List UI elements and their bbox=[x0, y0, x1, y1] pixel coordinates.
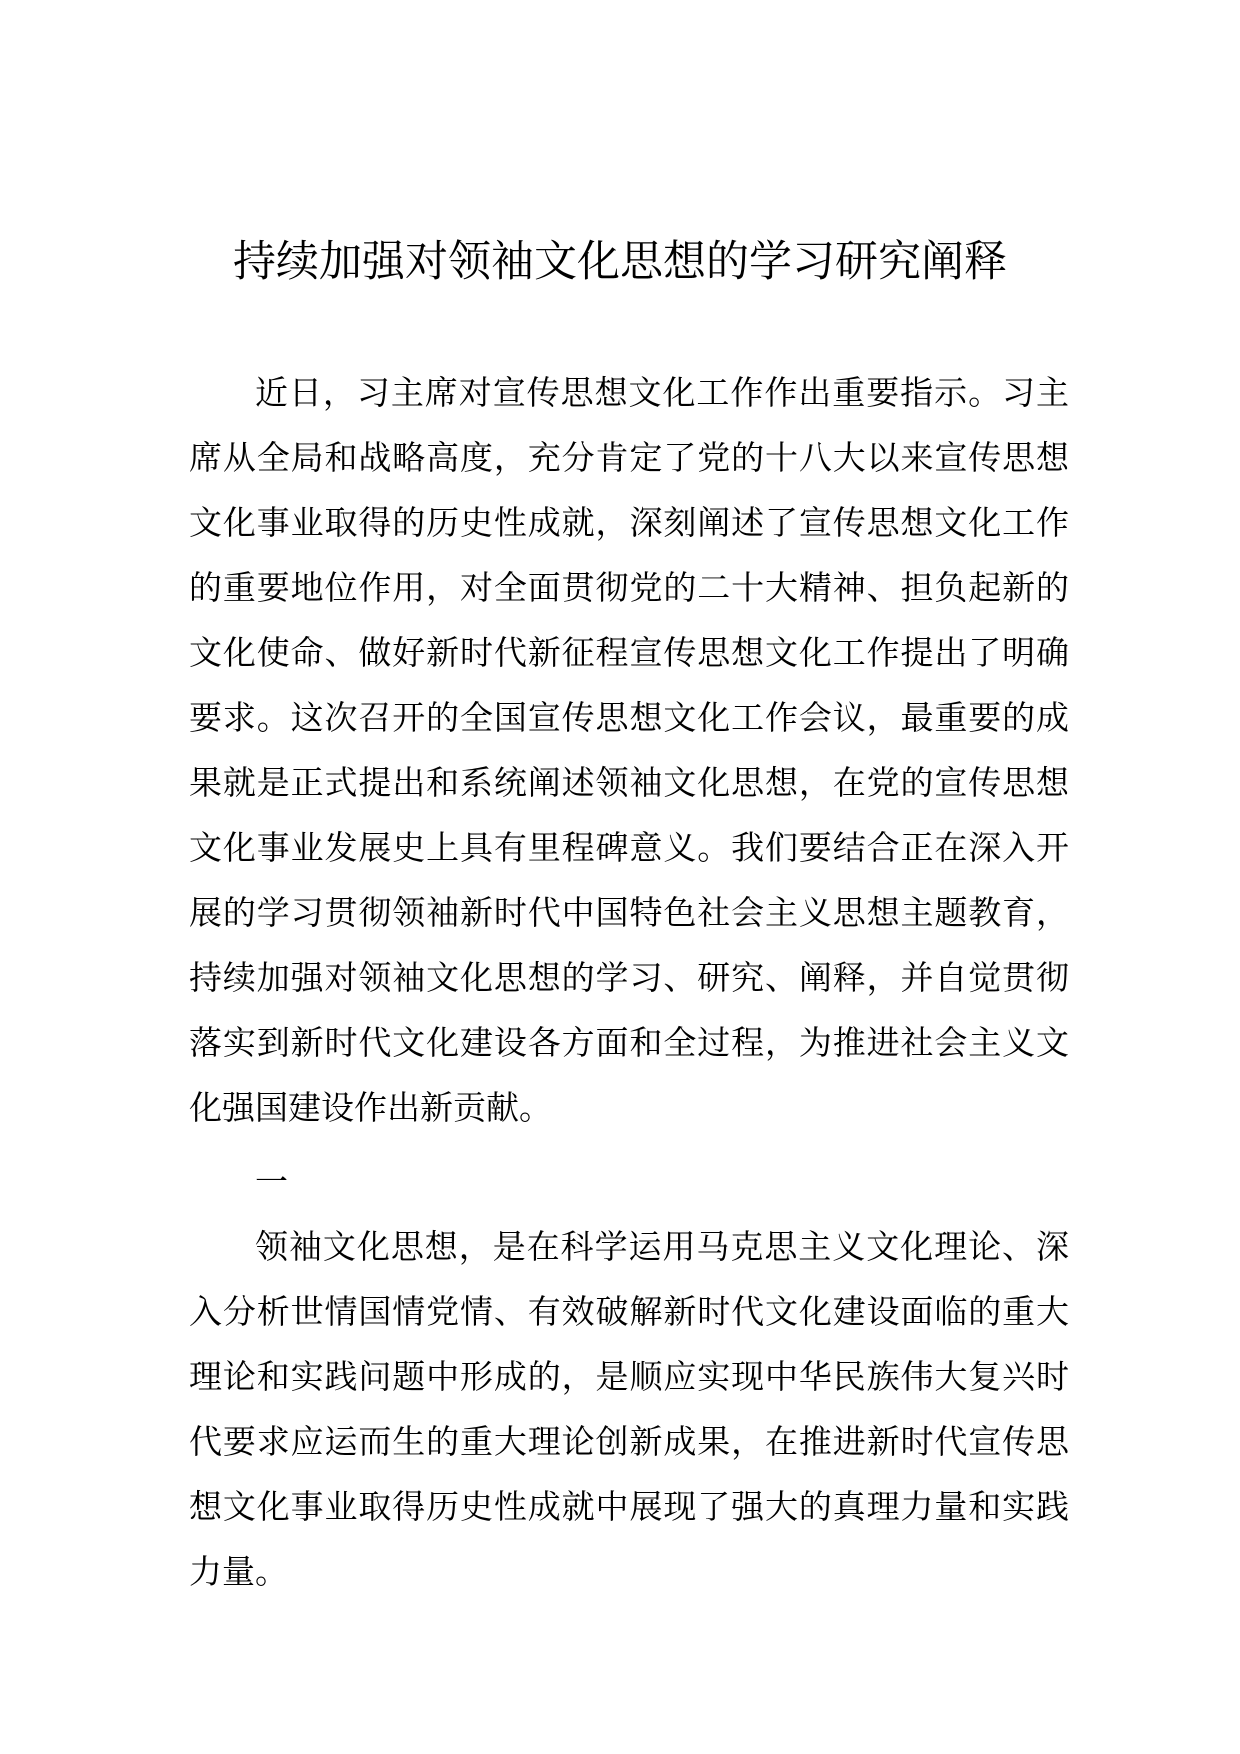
paragraph-block-1 bbox=[189, 360, 1069, 1140]
paragraph-block-2 bbox=[189, 1214, 1069, 1604]
section-number: 一 bbox=[255, 1162, 288, 1201]
document-title: 持续加强对领袖文化思想的学习研究阐释 bbox=[233, 237, 1007, 287]
body-paragraph: 领袖文化思想，是在科学运用马克思主义文化理论、深入分析世情国情党情、有效破解新时代文化建设面临的重大理论和实践问题中形成的，是顺应实现中华民族伟大复兴时代要求应运而生的重大理论创新成果，在推进新时代宣传思想文化事业取得历史性成就中展现了强大的真理力量和实践力量。 bbox=[189, 1227, 1069, 1591]
body-paragraph: 近日，习主席对宣传思想文化工作作出重要指示。习主席从全局和战略高度，充分肯定了党的十八大以来宣传思想文化事业取得的历史性成就，深刻阐述了宣传思想文化工作的重要地位作用，对全面贯彻党的二十大精神、担负起新的文化使命、做好新时代新征程宣传思想文化工作提出了明确要求。这次召开的全国宣传思想文化工作会议，最重要的成果就是正式提出和系统阐述领袖文化思想，在党的宣传思想文化事业发展史上具有里程碑意义。我们要结合正在深入开展的学习贯彻领袖新时代中国特色社会主义思想主题教育，持续加强对领袖文化思想的学习、研究、阐释，并自觉贯彻落实到新时代文化建设各方面和全过程，为推进社会主义文化强国建设作出新贡献。 bbox=[189, 373, 1069, 1127]
